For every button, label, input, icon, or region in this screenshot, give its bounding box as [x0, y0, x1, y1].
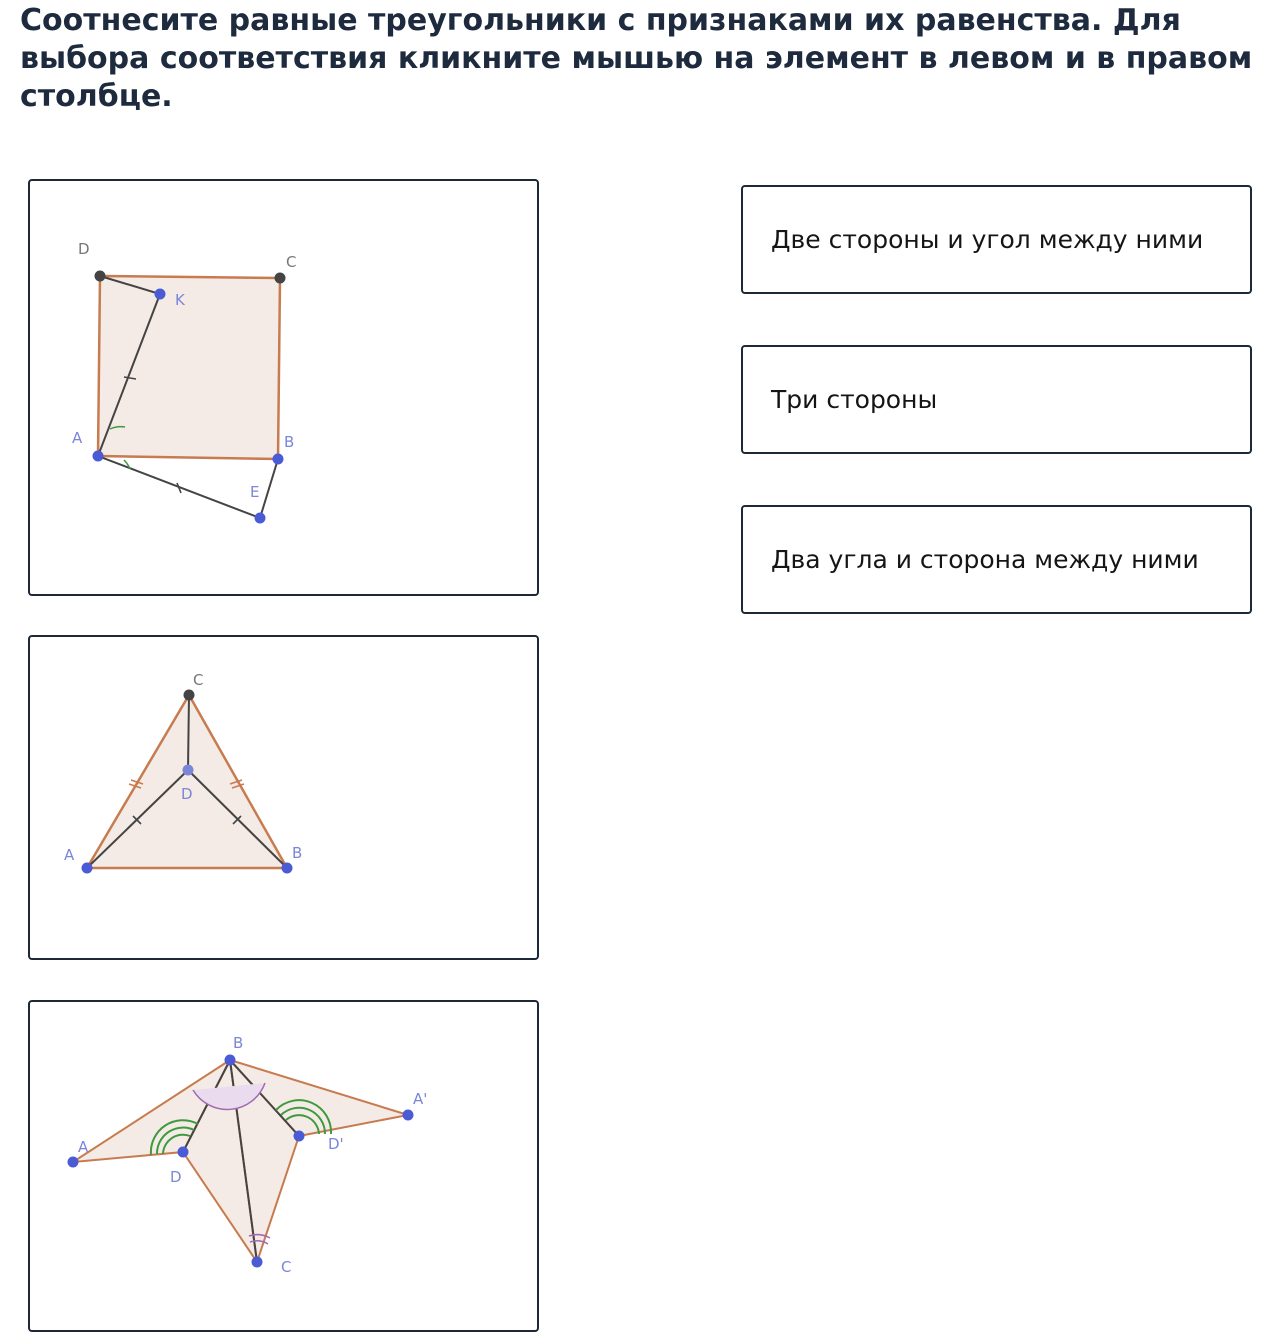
label-e: E	[250, 483, 260, 501]
star-figure-drawing	[30, 1002, 537, 1330]
answer-sss-label: Три стороны	[771, 385, 938, 414]
triangle-figure-drawing	[30, 637, 537, 958]
left-item-triangle-figure[interactable]	[28, 635, 539, 960]
label-d: D	[170, 1168, 182, 1186]
label-k: K	[175, 291, 185, 309]
question-title: Соотнесите равные треугольники с признаками их равенства. Для выбора соответствия кликните мышью на элемент в левом и в правом столбце.	[20, 3, 1253, 114]
answer-sss[interactable]	[741, 345, 1252, 454]
label-c: C	[281, 1258, 292, 1276]
label-b: B	[233, 1034, 244, 1052]
label-d: D	[78, 240, 90, 258]
label-a: A	[64, 846, 75, 864]
label-d: D	[181, 785, 193, 803]
answer-sas[interactable]	[741, 185, 1252, 294]
label-b: B	[292, 844, 303, 862]
answer-asa-label: Два угла и сторона между ними	[771, 545, 1199, 574]
answer-asa[interactable]	[741, 505, 1252, 614]
label-a-prime: A'	[413, 1090, 428, 1108]
label-a: A	[78, 1138, 89, 1156]
label-d-prime: D'	[328, 1135, 344, 1153]
square-figure-drawing	[30, 181, 537, 594]
label-b: B	[284, 433, 295, 451]
answer-sas-label: Две стороны и угол между ними	[771, 225, 1204, 254]
label-a: A	[72, 429, 83, 447]
left-item-square-figure[interactable]	[28, 179, 539, 596]
label-c: C	[286, 253, 297, 271]
label-c: C	[193, 671, 204, 689]
left-item-star-figure[interactable]	[28, 1000, 539, 1332]
